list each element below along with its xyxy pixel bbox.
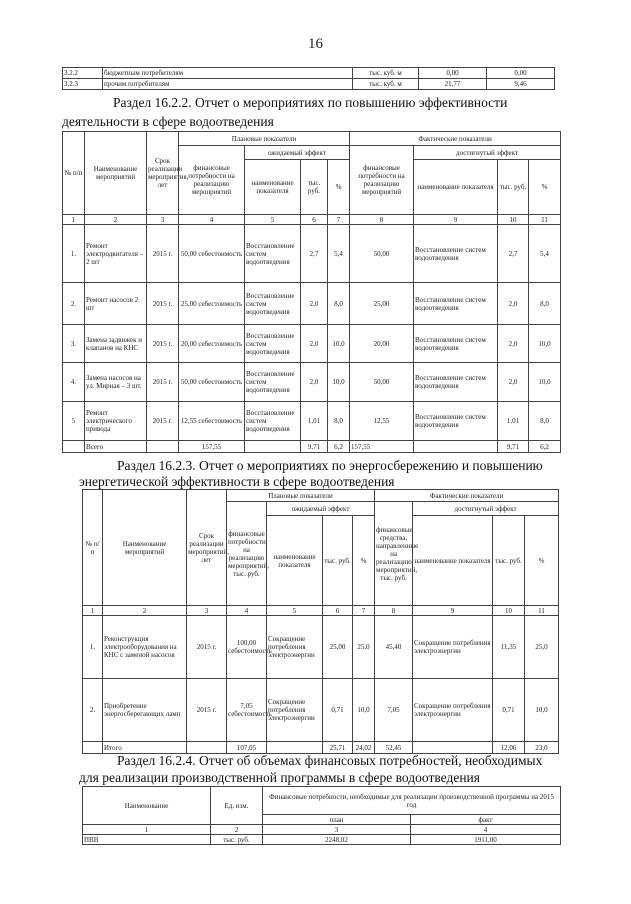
column-number: 5 xyxy=(245,215,301,225)
fact-percent: 10,0 xyxy=(529,325,561,363)
column-number: 6 xyxy=(301,215,328,225)
plan-indicator: Восстановление систем водоотведения xyxy=(245,283,301,325)
fact-rub: 2,0 xyxy=(498,325,529,363)
table-row xyxy=(83,835,561,845)
table-row xyxy=(63,363,561,402)
plan-percent: 25,0 xyxy=(353,616,375,679)
row-unit: тыс. руб. xyxy=(211,835,263,845)
column-number: 7 xyxy=(328,215,350,225)
plan-indicator: Сокращение потребления электроэнергии xyxy=(267,679,323,742)
header-cell: ожидаемый эффект xyxy=(267,502,375,516)
plan-percent: 10,0 xyxy=(328,325,350,363)
header-cell: тыс. руб. xyxy=(301,160,328,215)
header-cell: тыс. руб. xyxy=(498,160,529,215)
column-number: 1 xyxy=(83,606,103,616)
header-cell: № п/п xyxy=(83,490,103,606)
plan-percent: 8,0 xyxy=(328,402,350,441)
plan-indicator: Восстановление систем водоотведения xyxy=(245,325,301,363)
row-value: 0,00 xyxy=(419,68,487,79)
column-number: 4 xyxy=(227,606,267,616)
header-cell: финансовые потребности на реализацию мероприятий xyxy=(179,146,245,215)
fact-percent: 8,0 xyxy=(529,283,561,325)
plan-financing: 50,00 себестоимость xyxy=(179,363,245,402)
total-plan-financing: 157,55 xyxy=(179,441,245,453)
table-row xyxy=(63,283,561,325)
row-name: ПВВ xyxy=(83,835,211,845)
column-number: 4 xyxy=(179,215,245,225)
table-row xyxy=(63,225,561,283)
row-value: 21,77 xyxy=(419,79,487,90)
header-cell: тыс. руб. xyxy=(493,516,525,606)
measure-name: Замена задвижек и клапанов на КНС xyxy=(85,325,147,363)
plan-rub: 1,01 xyxy=(301,402,328,441)
row-number: 3.2.3 xyxy=(63,79,103,90)
measure-name: Реконструкция электрооборудования на КНС с заменой насосов xyxy=(103,616,187,679)
plan-financing: 25,00 себестоимость xyxy=(179,283,245,325)
total-fact-financing: 157,55 xyxy=(350,441,414,453)
column-number: 2 xyxy=(103,606,187,616)
header-cell: Плановые показатели xyxy=(179,132,350,146)
column-number: 10 xyxy=(493,606,525,616)
section-title: Раздел 16.2.4. Отчет об объемах финансовых потребностей, необходимых xyxy=(117,753,543,768)
section-title: Раздел 16.2.2. Отчет о мероприятиях по повышению эффективности xyxy=(113,95,508,110)
column-number: 7 xyxy=(353,606,375,616)
fact-financing: 25,00 xyxy=(350,283,414,325)
total-fact-percent: 23,0 xyxy=(525,742,559,754)
column-number: 10 xyxy=(498,215,529,225)
fact-indicator: Восстановление систем водоотведения xyxy=(414,363,498,402)
total-plan-percent: 6,2 xyxy=(328,441,350,453)
total-plan-rub: 9,71 xyxy=(301,441,328,453)
row-name: прочим потребителям xyxy=(103,79,353,90)
column-number: 6 xyxy=(323,606,353,616)
column-number: 9 xyxy=(414,215,498,225)
row-value: 0,00 xyxy=(487,68,555,79)
section-title: деятельности в сфере водоотведения xyxy=(62,114,274,129)
row-name: бюджетным потребителям xyxy=(103,68,353,79)
column-number: 8 xyxy=(350,215,414,225)
total-fact-rub: 12,06 xyxy=(493,742,525,754)
fact-financing: 50,00 xyxy=(350,363,414,402)
measure-name: Ремонт насосов 2 шт xyxy=(85,283,147,325)
column-number: 3 xyxy=(263,825,411,835)
top-rows-table xyxy=(62,67,555,90)
term: 2015 г. xyxy=(147,225,179,283)
header-cell: достигнутый эффект xyxy=(414,146,561,160)
total-row xyxy=(63,441,561,453)
fact-rub: 2,0 xyxy=(498,283,529,325)
total-label: Итого xyxy=(103,742,187,754)
fact-indicator: Сокращение потребления электроэнергии xyxy=(413,679,493,742)
header-cell: факт xyxy=(411,815,561,825)
column-number: 8 xyxy=(375,606,413,616)
header-cell: Ед. изм. xyxy=(211,787,263,825)
column-number: 4 xyxy=(411,825,561,835)
term: 2015 г. xyxy=(187,616,227,679)
header-cell: наименование показателя xyxy=(414,160,498,215)
header-cell: Финансовые потребности, необходимые для реализации производственной программы на 2015 год xyxy=(263,787,561,815)
column-number: 2 xyxy=(85,215,147,225)
plan-indicator: Восстановление систем водоотведения xyxy=(245,402,301,441)
row-number: 1. xyxy=(63,225,85,283)
plan-financing: 12,55 себестоимость xyxy=(179,402,245,441)
plan-rub: 2,0 xyxy=(301,363,328,402)
plan-financing: 20,00 себестоимость xyxy=(179,325,245,363)
fact-rub: 2,7 xyxy=(498,225,529,283)
header-cell: % xyxy=(529,160,561,215)
column-number: 11 xyxy=(525,606,559,616)
measure-name: Ремонт электрического привода xyxy=(85,402,147,441)
plan-value: 2248,02 xyxy=(263,835,411,845)
header-cell: тыс. руб. xyxy=(323,516,353,606)
fact-financing: 20,00 xyxy=(350,325,414,363)
table-row xyxy=(83,679,559,742)
fact-rub: 11,35 xyxy=(493,616,525,679)
column-number: 11 xyxy=(529,215,561,225)
table-row xyxy=(63,402,561,441)
header-cell: Наименование мероприятий xyxy=(103,490,187,606)
total-plan-rub: 25,71 xyxy=(323,742,353,754)
plan-percent: 5,4 xyxy=(328,225,350,283)
column-number: 3 xyxy=(187,606,227,616)
plan-percent: 10,0 xyxy=(353,679,375,742)
measure-name: Ремонт электродвигателя – 2 шт xyxy=(85,225,147,283)
table-row xyxy=(63,79,555,90)
row-value: 9,46 xyxy=(487,79,555,90)
total-label: Всего xyxy=(85,441,147,453)
column-number: 2 xyxy=(211,825,263,835)
section-title: для реализации производственной программы в сфере водоотведения xyxy=(79,770,480,785)
fact-financing: 50,00 xyxy=(350,225,414,283)
header-cell: Фактические показатели xyxy=(375,490,559,502)
section-title: Раздел 16.2.3. Отчет о мероприятиях по энергосбережению и повышению xyxy=(117,458,543,473)
header-cell: наименование показателя xyxy=(245,160,301,215)
fact-rub: 0,71 xyxy=(493,679,525,742)
header-cell: Наименование xyxy=(83,787,211,825)
total-plan-financing: 107,05 xyxy=(227,742,267,754)
plan-indicator: Сокращение потребления электроэнергии xyxy=(267,616,323,679)
fact-value: 1911,00 xyxy=(411,835,561,845)
header-cell: % xyxy=(353,516,375,606)
column-numbers-row xyxy=(83,825,561,835)
measures-efficiency-table xyxy=(62,131,561,453)
plan-indicator: Восстановление систем водоотведения xyxy=(245,225,301,283)
fact-percent: 8,0 xyxy=(529,402,561,441)
header-cell: Плановые показатели xyxy=(227,490,375,502)
fact-indicator: Сокращение потребления электроэнергии xyxy=(413,616,493,679)
column-number: 5 xyxy=(267,606,323,616)
term: 2015 г. xyxy=(147,363,179,402)
header-cell: № п/п xyxy=(63,132,85,215)
fact-indicator: Восстановление систем водоотведения xyxy=(414,402,498,441)
plan-rub: 2,0 xyxy=(301,283,328,325)
term: 2015 г. xyxy=(147,325,179,363)
header-cell: финансовые потребности на реализацию мероприятий, тыс. руб. xyxy=(227,502,267,606)
table-row xyxy=(63,325,561,363)
term: 2015 г. xyxy=(147,402,179,441)
header-cell: Срок реализации мероприятий, лет xyxy=(187,490,227,606)
header-cell: наименование показателя xyxy=(267,516,323,606)
financial-needs-table xyxy=(82,786,561,845)
row-unit: тыс. куб. м xyxy=(353,68,419,79)
header-cell: Наименование мероприятий xyxy=(85,132,147,215)
fact-financing: 12,55 xyxy=(350,402,414,441)
plan-financing: 100,00 себестоимость xyxy=(227,616,267,679)
header-cell: % xyxy=(328,160,350,215)
fact-rub: 1,01 xyxy=(498,402,529,441)
header-cell: план xyxy=(263,815,411,825)
fact-percent: 10,0 xyxy=(525,679,559,742)
term: 2015 г. xyxy=(147,283,179,325)
row-number: 2. xyxy=(63,283,85,325)
fact-percent: 5,4 xyxy=(529,225,561,283)
plan-rub: 0,71 xyxy=(323,679,353,742)
plan-financing: 50,00 себестоимость xyxy=(179,225,245,283)
fact-indicator: Восстановление систем водоотведения xyxy=(414,225,498,283)
total-fact-financing: 52,45 xyxy=(375,742,413,754)
fact-percent: 10,0 xyxy=(529,363,561,402)
page-number: 16 xyxy=(308,36,323,52)
fact-indicator: Восстановление систем водоотведения xyxy=(414,283,498,325)
row-number: 4. xyxy=(63,363,85,402)
section-title: энергетической эффективности в сфере водоотведения xyxy=(79,474,395,489)
header-cell: наименование показателя xyxy=(413,516,493,606)
plan-percent: 10,0 xyxy=(328,363,350,402)
fact-indicator: Восстановление систем водоотведения xyxy=(414,325,498,363)
plan-rub: 2,7 xyxy=(301,225,328,283)
plan-indicator: Восстановление систем водоотведения xyxy=(245,363,301,402)
header-cell: достигнутый эффект xyxy=(413,502,559,516)
column-number: 9 xyxy=(413,606,493,616)
plan-rub: 25,00 xyxy=(323,616,353,679)
fact-percent: 25,0 xyxy=(525,616,559,679)
fact-financing: 7,05 xyxy=(375,679,413,742)
term: 2015 г. xyxy=(187,679,227,742)
table-row xyxy=(63,68,555,79)
column-numbers-row xyxy=(83,606,559,616)
fact-financing: 45,40 xyxy=(375,616,413,679)
plan-percent: 8,0 xyxy=(328,283,350,325)
plan-rub: 2,0 xyxy=(301,325,328,363)
column-number: 1 xyxy=(63,215,85,225)
fact-rub: 2,0 xyxy=(498,363,529,402)
row-unit: тыс. куб. м xyxy=(353,79,419,90)
energy-saving-table xyxy=(82,489,559,754)
measure-name: Замена насосов на ул. Мирная – 3 шт. xyxy=(85,363,147,402)
row-number: 1. xyxy=(83,616,103,679)
plan-financing: 7,05 себестоимость xyxy=(227,679,267,742)
column-number: 3 xyxy=(147,215,179,225)
header-cell: ожидаемый эффект xyxy=(245,146,350,160)
header-cell: Фактические показатели xyxy=(350,132,561,146)
column-numbers-row xyxy=(63,215,561,225)
measure-name: Приобретение энергосберегающих ламп xyxy=(103,679,187,742)
column-number: 1 xyxy=(83,825,211,835)
header-cell: % xyxy=(525,516,559,606)
header-cell: финансовые средства, направленные на реализацию мероприятий, тыс. руб. xyxy=(375,502,413,606)
total-fact-percent: 6,2 xyxy=(529,441,561,453)
header-cell: финансовые потребности на реализацию мероприятий xyxy=(350,146,414,215)
row-number: 2. xyxy=(83,679,103,742)
header-cell: Срок реализации мероприятия, лет xyxy=(147,132,179,215)
row-number: 5 xyxy=(63,402,85,441)
total-fact-rub: 9,71 xyxy=(498,441,529,453)
row-number: 3.2.2 xyxy=(63,68,103,79)
table-row xyxy=(83,616,559,679)
total-plan-percent: 24,02 xyxy=(353,742,375,754)
row-number: 3. xyxy=(63,325,85,363)
